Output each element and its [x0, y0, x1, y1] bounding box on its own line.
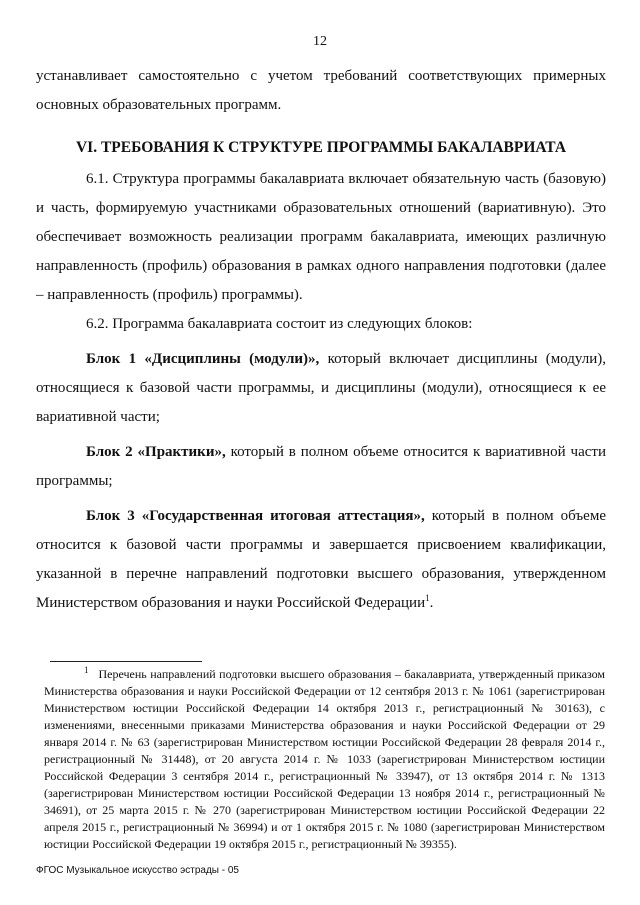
footnote-text: Перечень направлений подготовки высшего образования – бакалавриата, утвержденный приказом Министерства образования и науки Российской Федерации от 12 сентября 2013 г. № 1061 (зарегистрирован Министерством юстиции Российской Федерации 14 октября 2013 г., регистрационный № 30163), с изменениями, внесенными приказами Министерства образования и науки Российской Федерации от 29 января 2014 г. № 63 (зарегистрирован Министерством юстиции Российской Федерации 28 февраля 2014 г., регистрационный № 31448), от 20 августа 2014 г. № 1033 (зарегистрирован Министерством юстиции Российской Федерации 3 сентября 2014 г., регистрационный № 33947), от 13 октября 2014 г. № 1313 (зарегистрирован Министерством юстиции Российской Федерации 13 ноября 2014 г., регистрационный № 34691), от 25 марта 2015 г. № 270 (зарегистрирован Министерством юстиции Российской Федерации 22 апреля 2015 г., регистрационный № 36994) и от 1 октября 2015 г. № 1080 (зарегистрирован Министерством юстиции Российской Федерации 19 октября 2015 г., регистрационный № 39355).: [44, 667, 605, 851]
block-1-paragraph: [36, 345, 606, 432]
page-footer: ФГОС Музыкальное искусство эстрады - 05: [36, 865, 239, 876]
section-heading: VI. ТРЕБОВАНИЯ К СТРУКТУРЕ ПРОГРАММЫ БАКАЛАВРИАТА: [75, 139, 567, 156]
footnote-separator: [50, 661, 202, 662]
block-3-title: Блок 3 «Государственная итоговая аттестация»,: [86, 508, 425, 524]
main-text: [36, 165, 606, 618]
footnote: [44, 666, 605, 853]
footnote-mark: 1: [84, 665, 89, 675]
page-number: 12: [313, 34, 327, 49]
paragraph-6-2: 6.2. Программа бакалавриата состоит из следующих блоков:: [86, 316, 473, 332]
block-2-paragraph: [36, 438, 606, 496]
block-3-paragraph: [36, 502, 606, 618]
continuation-block: [36, 62, 606, 120]
block-1-title: Блок 1 «Дисциплины (модули)»,: [86, 351, 320, 367]
footnote-reference[interactable]: 1: [425, 593, 430, 603]
paragraph-6-1: 6.1. Структура программы бакалавриата включает обязательную часть (базовую) и часть, формируемую участниками образовательных отношений (вариативную). Это обеспечивает возможность реализации программ бакалавриата, имеющих различную направленность (профиль) образования в рамках одного направления подготовки (далее – направленность (профиль) программы).: [36, 171, 606, 303]
block-2-text: который в полном объеме относится к вариативной части программы;: [36, 444, 606, 489]
block-3-text: который в полном объеме относится к базовой части программы и завершается присвоением квалификации, указанной в перечне направлений подготовки высшего образования, утвержденном Министерством образования и науки Российской Федерации: [36, 508, 606, 611]
block-2-title: Блок 2 «Практики»,: [86, 444, 226, 460]
block-1-text: который включает дисциплины (модули), относящиеся к базовой части программы, и дисциплины (модули), относящиеся к ее вариативной части;: [36, 351, 606, 425]
continuation-paragraph: устанавливает самостоятельно с учетом требований соответствующих примерных основных образовательных программ.: [36, 68, 606, 113]
block-3-end: .: [429, 595, 434, 611]
